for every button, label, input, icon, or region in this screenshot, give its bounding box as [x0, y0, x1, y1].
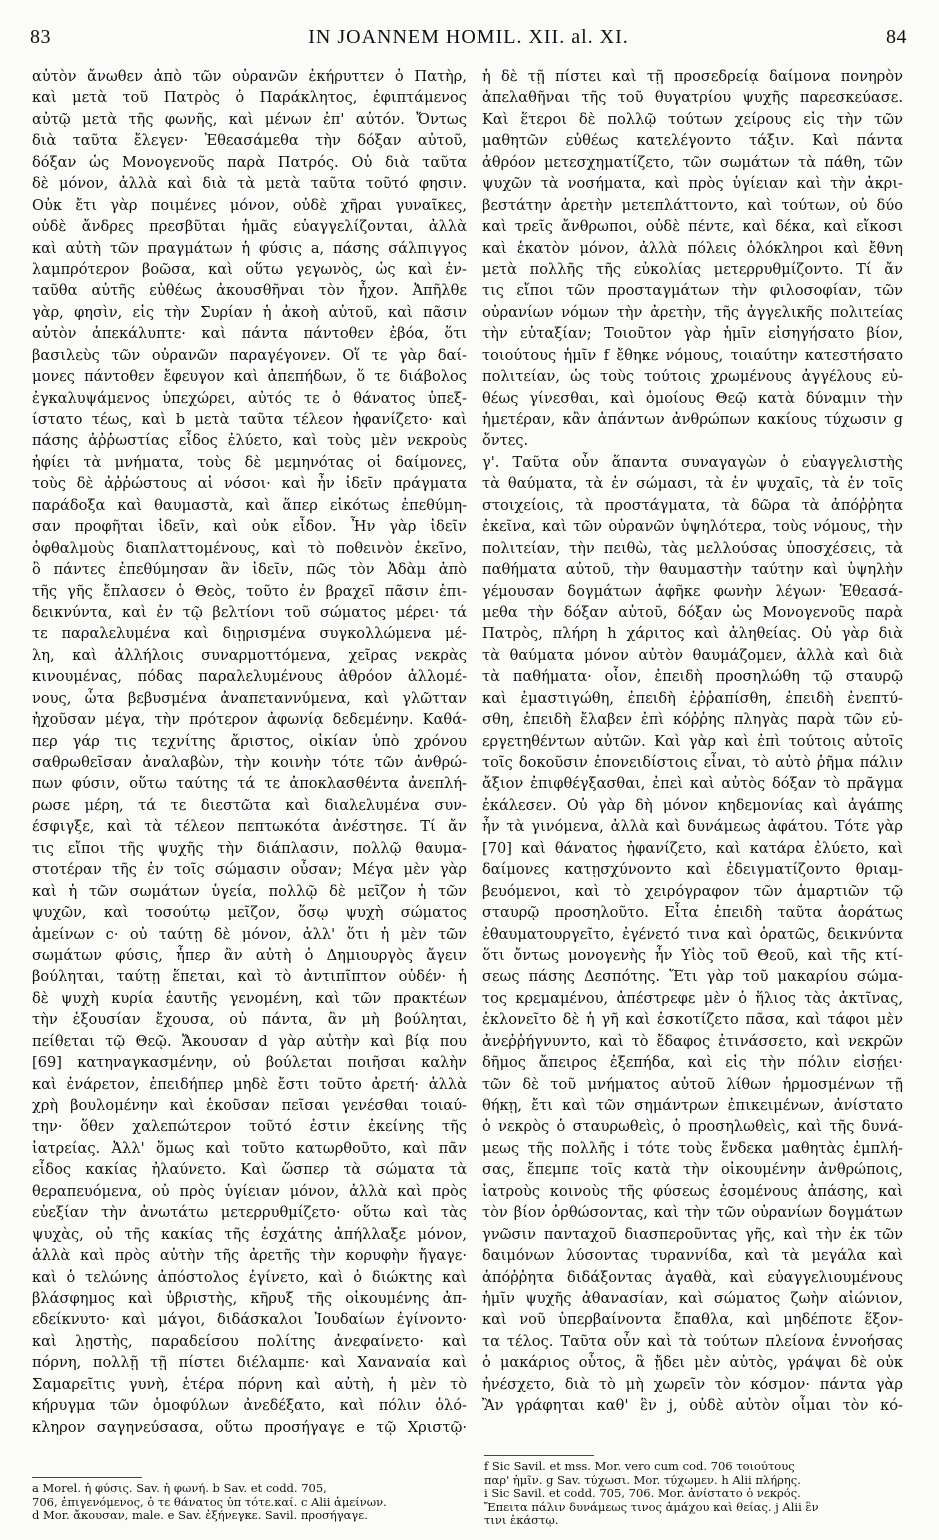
text-line: εὐεξίαν τὴν ἀνωτάτω μετερρυθμίζετο· οὕτω καὶ τὰς — [32, 1204, 467, 1222]
footnote-line: παρ' ἡμῖν. g Sav. τύχωσι. Mor. τύχωμεν. h Alii πλήρης. — [484, 1473, 801, 1487]
text-line: θεραπευόμενα, οὐ πρὸς ὑγίειαν μόνον, ἀλλὰ καὶ πρὸς — [32, 1182, 467, 1200]
text-line: γέμουσαν δογμάτων ἀφῆκε φωνὴν λέγων· Ἐθεασά- — [482, 582, 903, 600]
text-line: ἀλλὰ καὶ πρὸς αὐτὴν τῆς ἀρετῆς τὴν κορυφὴν ἤγαγε· — [32, 1247, 467, 1265]
text-line: σθη, ἐπειδὴ ἔλαβεν ἐπὶ κόῤῥης πληγὰς παρὰ τῶν εὐ- — [482, 711, 903, 729]
text-line: τὸν βίον ὀρθώσοντας, καὶ τὴν τῶν οὐρανίων δογμάτων — [482, 1204, 903, 1222]
text-line: [69] κατηναγκασμένην, οὐ βούλεται ποιῆσαι καλὴν — [32, 1054, 467, 1072]
text-line: ἄξιον ἐπιφθέγξασθαι, ἐπεὶ καὶ αὐτὸς δόξαν τὸ πρᾶγμα — [482, 775, 903, 793]
text-line: ἀπόῤῥητα διδάξοντας ἀγαθὰ, καὶ εὐαγγελιουμένους — [482, 1268, 903, 1286]
text-line: κληρον σαγηνεύσασα, οὕτω προσήγαγε e τῷ Χριστῷ· — [32, 1418, 467, 1436]
text-line: ὀφθαλμοὺς διαπλαττομένους, καὶ τὸ ποθεινὸν ἐκεῖνο, — [32, 539, 467, 557]
text-line: καὶ ἡ τῶν σωμάτων ὑγεία, πολλῷ δὲ μεῖζον ἡ τῶν — [32, 882, 467, 900]
text-line: πόρνη, πολλῇ τῇ πίστει διέλαμπε· καὶ Χαναναία καὶ — [32, 1354, 467, 1372]
footnote-rule-right — [484, 1455, 594, 1456]
running-title: IN JOANNEM HOMIL. XII. al. XI. — [308, 26, 629, 48]
text-line: τῶν δὲ τοῦ μνήματος αὐτοῦ λίθων ἡρμοσμένων τῇ — [482, 1075, 903, 1093]
text-line: ἀπελαθῆναι τῆς τοῦ θυγατρίου ψυχῆς παρεσκεύασε. — [482, 89, 903, 107]
text-line: ταῦθα αὐτῆς εὐθέως ἀκουσθῆναι τὸν ἦχον. Ἀπῆλθε — [32, 282, 467, 300]
footnote-line: τινι ἑκάστῳ. — [484, 1514, 559, 1527]
text-line: ἦν τὰ γινόμενα, ἀλλὰ καὶ δυνάμεως ἀφάτου. Τότε γὰρ — [482, 818, 903, 836]
text-line: δῆμος ἄπειρος ἐξεπήδα, καὶ εἰς τὴν πόλιν εἰσῄει· — [482, 1054, 903, 1072]
text-line: ρωσε μέρη, τά τε διεστῶτα καὶ διαλελυμένα συν- — [32, 796, 467, 814]
text-line: τος κρεμαμένου, ἀπέστρεφε μὲν ὁ ἥλιος τὰς ἀκτῖνας, — [482, 989, 903, 1007]
text-line: ἐγκαλυψάμενος ὑπεχώρει, αὐτός τε ὁ θάνατος ὑπεξ- — [32, 389, 467, 407]
text-line: γὰρ, φησὶν, εἰς τὴν Συρίαν ἡ ἀκοὴ αὐτοῦ, καὶ πᾶσιν — [32, 303, 467, 321]
text-line: μονες πάντοθεν ἔφευγον καὶ ἀπεπήδων, ὅ τε διάβολος — [32, 368, 467, 386]
footnote-line: a Morel. ἡ φύσις. Sav. ἡ φωνή. b Sav. et codd. 705, — [32, 1482, 327, 1495]
text-line: ἡ δὲ τῇ πίστει καὶ τῇ προσεδρείᾳ δαίμονα πονηρὸν — [482, 68, 903, 85]
text-line: τοὺς δὲ ἀῤῥώστους αἱ νόσοι· καὶ ἦν ἰδεῖν πράγματα — [32, 475, 467, 493]
text-line: εργετηθέντων αὐτῶν. Καὶ γὰρ καὶ ἐπὶ τούτοις αὐτοῖς — [482, 732, 903, 750]
text-line: μετὰ πολλῆς τῆς εὐκολίας μετερρυθμίζοντο. Τί ἄν — [482, 260, 903, 278]
text-line: βασιλεὺς τῶν οὐρανῶν παραγέγονεν. Οἵ τε γὰρ δαί- — [32, 346, 467, 364]
text-line: στοιχείοις, τὰ προστάγματα, τὰ δῶρα τὰ ἀπόῤῥητα — [482, 496, 903, 514]
text-line: στοτέραν τῆς ἐν τοῖς σώμασιν οὖσαν; Μέγα μὲν γὰρ — [32, 861, 467, 879]
text-line: Ἂν γράφηται καθ' ἓν j, οὐδὲ αὐτὸν οἶμαι τὸν κό- — [482, 1397, 903, 1415]
text-line: καὶ ἑκατὸν μόνον, ἀλλὰ πόλεις ὁλόκληροι καὶ ἔθνη — [482, 239, 903, 257]
text-line: βεστάτην ἀρετὴν μετεπλάττοντο, καὶ τούτων, οὐ δύο — [482, 196, 903, 214]
text-line: καὶ λῃστὴς, παραδείσου πολίτης ἀνεφαίνετο· καὶ — [32, 1332, 467, 1350]
text-line: τις εἴποι τῆς ψυχῆς τὴν διάπλασιν, πολλῷ θαυμα- — [32, 839, 467, 857]
text-line: καὶ ἐνάρετον, ἐπειδήπερ μηδὲ ἔστι τοῦτο ἀρετή· ἀλλὰ — [32, 1075, 467, 1093]
text-line: δόξαν ὡς Μονογενοῦς παρὰ Πατρός. Οὐ διὰ ταῦτα — [32, 153, 467, 171]
text-line: αὐτὸν ἀπεκάλυπτε· καὶ πάντα πάντοθεν ἐβόα, ὅτι — [32, 325, 467, 343]
text-line: δὲ ψυχὴ κυρία ἑαυτῆς γενομένη, καὶ τῶν πρακτέων — [32, 989, 467, 1007]
text-line: πων φύσιν, οὕτω ταύτης τά τε ἀποκλασθέντα ἀνεπλή- — [32, 775, 467, 793]
text-line: ἰατρείας. Ἀλλ' ὅμως καὶ τοῦτο κατωρθοῦτο, καὶ πᾶν — [32, 1139, 467, 1157]
text-line: θήκῃ, ἔτι καὶ τῶν σημάντρων ἐπικειμένων, ἀνίστατο — [482, 1097, 903, 1114]
text-line: ὃ πάντες ἐπεθύμησαν ἂν ἰδεῖν, πῶς τὸν Ἀδὰμ ἀπὸ — [32, 561, 467, 579]
text-line: ίστατο τέως, καὶ b μετὰ ταῦτα τέλεον ἠφανίζετο· καὶ — [32, 411, 467, 428]
text-line: περ γάρ τις τεχνίτης ἄριστος, οἰκίαν ὑπὸ χρόνου — [32, 732, 467, 750]
text-line: Πατρὸς, πλήρη h χάριτος καὶ ἀληθείας. Οὐ γὰρ διὰ — [482, 625, 903, 643]
running-header — [30, 26, 907, 54]
text-line: σεως πάσης Δεσπότης. Ἔτι γὰρ τοῦ μακαρίου σώμα- — [482, 968, 903, 986]
text-line: βευόμενοι, καὶ τὸ χειρόγραφον τῶν ἁμαρτιῶν τῷ — [482, 882, 903, 900]
text-line: τε παραλελυμένα καὶ διῃρισμένα συγκολλώμενα μέ- — [32, 625, 467, 643]
footnote-line: i Sic Savil. et codd. 705, 706. Mor. ἀνίστατο ὁ νεκρός. — [484, 1487, 801, 1500]
text-line: νους, ὦτα βεβυσμένα ἀναπεταννύμενα, καὶ γλῶτταν — [32, 689, 467, 707]
text-line: λαμπρότερον βοῶσα, καὶ οὕτω γεγωνὸς, ὡς καὶ ἐν- — [32, 260, 467, 278]
text-line: ἡμῖν ψυχῆς ἀθανασίαν, καὶ σώματος ζωὴν αἰώνιον, — [482, 1289, 903, 1307]
page-number-right: 84 — [886, 26, 907, 48]
right-text-column — [482, 66, 903, 1417]
text-line: ἀμείνων c· οὐ ταύτῃ δὲ μόνον, ἀλλ' ὅτι ἡ μὲν τῶν — [32, 925, 467, 943]
text-line: ψυχῶν τὰ νοσήματα, καὶ πρὸς ὑγίειαν καὶ τὴν ἀκρι- — [482, 175, 903, 193]
text-line: δεικνύντα, καὶ ἐν τῷ βελτίονι τοῦ σώματος μέρει· τά — [32, 603, 467, 621]
text-line: ἐκάλεσεν. Οὐ γὰρ δὴ μόνον κηδεμονίας καὶ ἀγάπης — [482, 796, 903, 814]
text-line: ὅτι ὄντως μονογενὴς ἦν Υἱὸς τοῦ Θεοῦ, καὶ τῆς κτί- — [482, 946, 903, 964]
text-line: τὰ παθήματα· οἷον, ἐπειδὴ προσηλώθη τῷ σταυρῷ — [482, 668, 903, 686]
text-line: καὶ μετὰ τοῦ Πατρὸς ὁ Παράκλητος, ἐφιπτάμενος — [32, 89, 467, 107]
text-line: λη, καὶ ἀλλήλοις συναρμοττόμενα, χεῖρας νεκρὰς — [32, 646, 467, 664]
text-line: βούληται, ταύτῃ ἕπεται, καὶ τὸ ἀντιπῖπτον οὐδέν· ἡ — [32, 968, 467, 986]
text-line: καὶ ἐμαστιγώθη, ἐπειδὴ ἐῤῥαπίσθη, ἐπειδὴ ἐνεπτύ- — [482, 689, 903, 707]
footnotes-left — [32, 1482, 467, 1523]
text-line: οὐδὲ ἄνδρες πρεσβῦται ἡμᾶς εὐαγγελίζονται, ἀλλὰ — [32, 218, 467, 236]
text-line: βλάσφημος καὶ ὑβριστὴς, κῆρυξ τῆς οἰκουμένης ἀπ- — [32, 1289, 467, 1307]
text-line: δαιμόνων λύσοντας τυραννίδα, καὶ τὰ μεγάλα καὶ — [482, 1247, 903, 1265]
text-line: ἀθρόον μετεσχηματίζετο, τῶν σωμάτων τὰ πάθη, τῶν — [482, 153, 903, 171]
text-line: αὐτῷ μετὰ τῆς φωνῆς, καὶ μένων ἐπ' αὐτόν. Ὄντως — [32, 110, 467, 128]
text-line: τοιούτους ἡμῖν f ἔθηκε νόμους, τοιαύτην κατεστήσατο — [482, 346, 903, 364]
text-line: καὶ ὁ τελώνης ἀπόστολος ἐγίνετο, καὶ ὁ διώκτης καὶ — [32, 1268, 467, 1286]
text-line: ψυχὰς, οὐ τῆς κακίας τῆς ἐσχάτης ἀπήλλαξε μόνον, — [32, 1225, 467, 1243]
text-line: καὶ νοῦ ὑπερβαίνοντα ἔπαθλα, καὶ μηδέποτε ἕξον- — [482, 1311, 903, 1329]
text-line: εδείκνυτο· καὶ μάγοι, διδάσκαλοι Ἰουδαίων ἐγίνοντο· — [32, 1311, 467, 1329]
text-line: τα τέλος. Ταῦτα οὖν καὶ τὰ τούτων πλείονα ἐννοήσας — [482, 1332, 903, 1350]
text-line: εἶδος κακίας ἠλαύνετο. Καὶ ὥσπερ τὰ σώματα τὰ — [32, 1161, 467, 1179]
text-line: τοῖς δοκοῦσιν ἐπονειδίστοις εἶναι, τὸ αὐτὸ ῥῆμα πάλιν — [482, 754, 903, 771]
footnote-line: 706, ἐπιγενόμενος, ὁ τε θάνατος ὑπ τότε.καί. c Alii ἀμείνων. — [32, 1495, 387, 1509]
text-line: πολιτείαν, τὴν πειθὼ, τὰς μελλούσας ὑποσχέσεις, τὰ — [482, 539, 903, 557]
text-line: Καὶ ἕτεροι δὲ πολλῷ τούτων χείρους εἰς τὴν τῶν — [482, 110, 903, 128]
text-line: σαν προφῆται ἰδεῖν, καὶ οὐκ εἶδον. Ἦν γὰρ ἰδεῖν — [32, 518, 467, 536]
text-line: σωμάτων φύσις, ἧπερ ἂν αὐτὴ ὁ Δημιουργὸς ἄγειν — [32, 946, 467, 964]
text-line: ἐκλονεῖτο δὲ ἡ γῆ καὶ ἐσκοτίζετο πᾶσα, καὶ τάφοι μὲν — [482, 1011, 903, 1029]
text-line: ἠφίει τὰ μνήματα, τοὺς δὲ μεμηνότας οἱ δαίμονες, — [32, 453, 467, 471]
text-line: την· ὅθεν χαλεπώτερον τοῦτό ἐστιν ἐκείνης τῆς — [32, 1118, 467, 1136]
footnote-line: Ἔπειτα πάλιν δυνάμεως τινος ἀμάχου καὶ θείας. j Alii ἓν — [484, 1500, 819, 1514]
text-line: δαίμονες κατῃσχύνοντο καὶ ἐδειγματίζοντο θριαμ- — [482, 861, 903, 879]
text-line: τὴν ἐξουσίαν ἔχουσα, οὐ πάντα, ἂν μὴ βούληται, — [32, 1011, 467, 1029]
text-line: παθήματα αὐτοῦ, τὴν θαυμαστὴν ταύτην καὶ ὑψηλὴν — [482, 561, 903, 579]
text-line: αὐτὸν ἄνωθεν ἀπὸ τῶν οὐρανῶν ἐκήρυττεν ὁ Πατὴρ, — [32, 68, 467, 85]
text-line: ἀνεῤῥήγνυντο, καὶ τὸ ἔδαφος ἐτινάσσετο, καὶ νεκρῶν — [482, 1032, 903, 1050]
text-line: Σαμαρεῖτις γυνὴ, ἑτέρα πόρνη καὶ αὐτὴ, ἡ μὲν τὸ — [32, 1375, 467, 1393]
text-line: κήρυγμα τῶν ὁμοφύλων ἀνεδέξατο, καὶ πόλιν ὁλό- — [32, 1397, 467, 1415]
text-line: πείθεται τῷ Θεῷ. Ἄκουσαν d γὰρ αὐτὴν καὶ βίᾳ που — [32, 1032, 467, 1050]
footnote-line: f Sic Savil. et mss. Mor. vero cum cod. 706 τοιούτους — [484, 1460, 795, 1473]
text-line: παράδοξα καὶ θαυμαστὰ, καὶ ἅπερ εἰκότως ἐπεθύμη- — [32, 496, 467, 514]
text-line: τὰ θαύματα, τὰ ἐν σώμασι, τὰ ἐν ψυχαῖς, τὰ ἐν τοῖς — [482, 475, 903, 493]
text-line: μεθα τὴν δόξαν αὐτοῦ, δόξαν ὡς Μονογενοῦς παρὰ — [482, 603, 903, 621]
text-line: [70] καὶ θάνατος ἠφανίζετο, καὶ κατάρα ἐλύετο, καὶ — [482, 839, 903, 857]
text-line: τις εἴποι τῶν προσταγμάτων τὴν φιλοσοφίαν, τῶν — [482, 282, 903, 300]
text-line: γ'. Ταῦτα οὖν ἅπαντα συναγαγὼν ὁ εὐαγγελιστὴς — [482, 453, 903, 471]
text-line: τὰ θαύματα μόνον αὐτὸν θαυμάζομεν, ἀλλὰ καὶ διὰ — [482, 646, 903, 664]
text-line: Οὐκ ἔτι γὰρ ποιμένες μόνον, οὐδὲ χῆραι γυναῖκες, — [32, 196, 467, 214]
text-line: κινουμένας, πόδας παραλελυμένους ἀθρόον ἀλλομέ- — [32, 668, 467, 686]
text-line: ἐθαυματουργεῖτο, ἐγένετό τινα καὶ ὁρατῶς, δεικνύντα — [482, 925, 903, 943]
text-line: έσφιγξε, καὶ τὰ τέλεον πεπτωκότα ἀνέστησε. Τί ἄν — [32, 818, 467, 836]
text-line: σαθρωθεῖσαν ἀναλαβὼν, τὴν κοινὴν τότε τῶν ἀνθρώ- — [32, 754, 467, 771]
text-line: μαθητῶν εὐθέως κατελέγοντο τάξιν. Καὶ πάντα — [482, 132, 903, 150]
text-line: ὄντες. — [482, 432, 529, 450]
footnote-line: d Mor. ἄκουσαν, male. e Sav. ἐξήνεγκε. Savil. προσήγαγε. — [32, 1509, 368, 1522]
text-line: γνῶσιν πανταχοῦ διασπεροῦντας γῆς, καὶ τὴν ἐκ τῶν — [482, 1225, 903, 1243]
left-text-column — [32, 66, 467, 1438]
text-line: μεως τῆς πολλῆς i τότε τοὺς ἕνδεκα μαθητὰς ἐμπλή- — [482, 1139, 903, 1157]
page-number-left: 83 — [30, 26, 51, 48]
text-line: ψυχῶν, καὶ τοσούτῳ μεῖζον, ὅσῳ ψυχὴ σώματος — [32, 904, 467, 922]
text-line: σας, ἔπεμπε τοῖς κατὰ τὴν οἰκουμένην ἀνθρώποις, — [482, 1161, 903, 1179]
text-line: καὶ αὐτὴ τῶν πραγμάτων ἡ φύσις a, πάσης σάλπιγγος — [32, 239, 467, 257]
text-line: ἰατροὺς κοινοὺς τῆς φύσεως ἐσομένους ἁπάσης, καὶ — [482, 1182, 903, 1200]
text-line: δὲ μόνον, ἀλλὰ καὶ διὰ τὰ μετὰ ταῦτα τοῦτό φησιν. — [32, 175, 467, 193]
text-line: τὴν εὐταξίαν; Τοιοῦτον γὰρ ἡμῖν εἰσηγήσατο βίον, — [482, 325, 903, 343]
footnotes-right — [484, 1460, 905, 1528]
text-line: ἡμετέραν, κἂν ἁπάντων ἀνθρώπων κακίους τύχωσιν g — [482, 411, 903, 428]
text-line: οὐρανίων νόμων τὴν ἀρετὴν, τῆς ἀγγελικῆς πολιτείας — [482, 303, 903, 321]
text-line: ὁ μακάριος οὗτος, ἃ ᾔδει μὲν αὐτὸς, γράψαι δὲ οὐκ — [482, 1354, 903, 1372]
text-line: πάσης ἀῤῥωστίας εἶδος ἐλύετο, καὶ τοὺς μὲν νεκροὺς — [32, 432, 467, 450]
text-line: ἠνέσχετο, διὰ τὸ μὴ χωρεῖν τὸν κόσμον· πάντα γὰρ — [482, 1375, 903, 1393]
text-line: διὰ ταῦτα ἔλεγεν· Ἐθεασάμεθα τὴν δόξαν αὐτοῦ, — [32, 132, 467, 150]
text-line: ὁ νεκρὸς ὁ σταυρωθεὶς, ὁ προσηλωθεὶς, καὶ τῆς δυνά- — [482, 1118, 903, 1136]
text-line: σταυρῷ προσηλοῦτο. Εἶτα ἐπειδὴ ταῦτα ἀοράτως — [482, 904, 903, 922]
text-line: θέως γίνεσθαι, καὶ ὁμοίους Θεῷ κατὰ δύναμιν τὴν — [482, 389, 903, 407]
text-line: χρὴ βουλομένην καὶ ἑκοῦσαν πεῖσαι γενέσθαι τοιαύ- — [32, 1097, 467, 1114]
text-line: ἠχοῦσαν μέγα, τὴν πρότερον ἀφωνίᾳ δεδεμένην. Καθά- — [32, 711, 467, 729]
text-line: καὶ τρεῖς ἄνθρωποι, οὐδὲ πέντε, καὶ δέκα, καὶ εἴκοσι — [482, 218, 903, 236]
footnote-rule-left — [32, 1477, 142, 1478]
text-line: τῆς γῆς ἔπλασεν ὁ Θεὸς, τοῦτο ἐν βραχεῖ πᾶσιν ἐπι- — [32, 582, 467, 600]
text-line: πολιτείαν, ὡς τοὺς τούτοις χρωμένους ἀγγέλους εὐ- — [482, 368, 903, 386]
text-line: ἐκεῖνα, καὶ τῶν οὐρανῶν ὑψηλότερα, τοὺς νόμους, τὴν — [482, 518, 903, 536]
